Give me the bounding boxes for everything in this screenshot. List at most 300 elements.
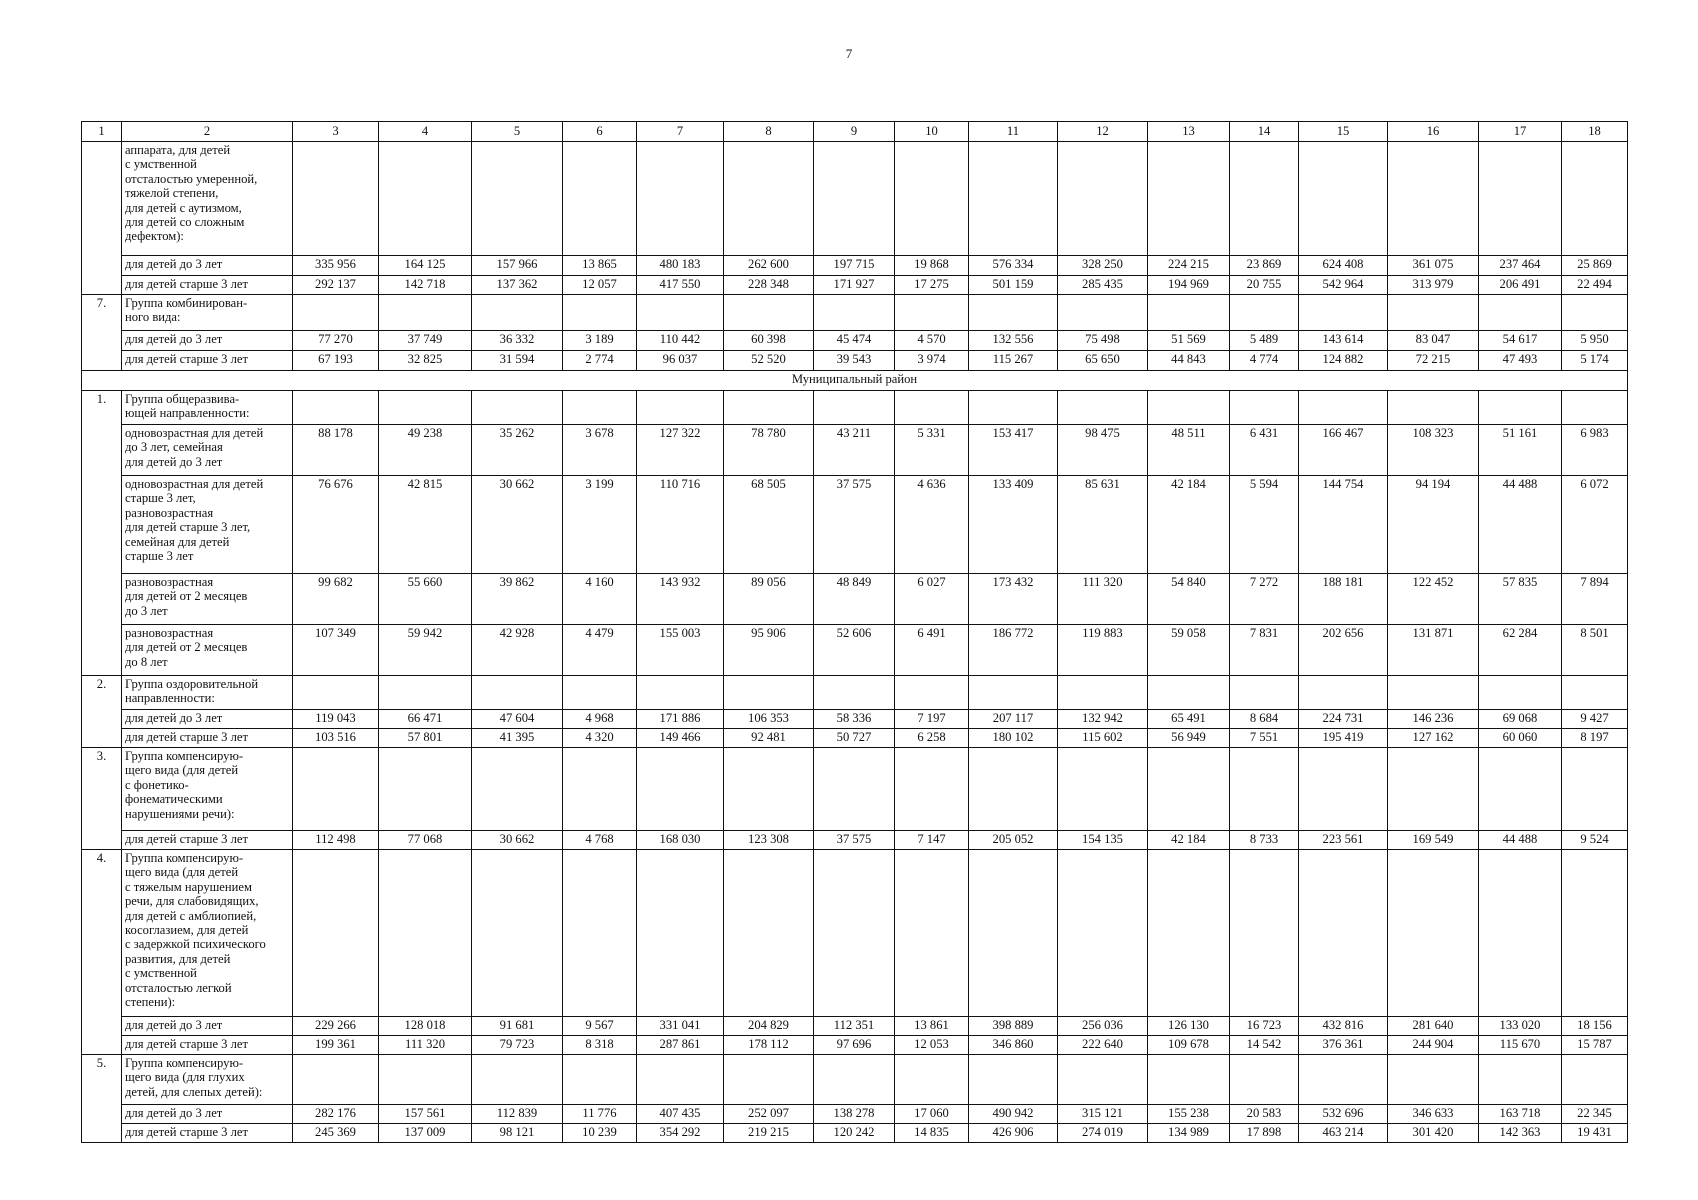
value-cell [472,850,563,1017]
value-cell [379,676,472,710]
value-cell: 59 942 [379,625,472,676]
column-number: 17 [1479,122,1562,142]
value-cell: 169 549 [1388,831,1479,850]
column-number: 8 [724,122,814,142]
value-cell [563,295,637,331]
value-cell: 60 060 [1479,729,1562,748]
row-index [82,831,122,850]
row-index [82,331,122,351]
table-body [82,122,1628,1143]
value-cell: 127 162 [1388,729,1479,748]
value-cell [1299,142,1388,256]
column-number: 7 [637,122,724,142]
value-cell: 95 906 [724,625,814,676]
value-cell [814,295,895,331]
value-cell: 12 057 [563,276,637,295]
value-cell: 37 575 [814,476,895,574]
value-cell: 166 467 [1299,425,1388,476]
value-cell: 354 292 [637,1124,724,1143]
value-cell: 361 075 [1388,256,1479,276]
value-cell: 143 932 [637,574,724,625]
value-cell [1058,1055,1148,1105]
value-cell: 19 868 [895,256,969,276]
row-index [82,142,122,256]
value-cell: 119 043 [293,710,379,729]
value-cell [293,1055,379,1105]
value-cell: 15 787 [1562,1036,1628,1055]
value-cell [1388,850,1479,1017]
value-cell [1299,748,1388,831]
value-cell: 122 452 [1388,574,1479,625]
value-cell: 7 894 [1562,574,1628,625]
row-label: для детей до 3 лет [122,256,293,276]
value-cell: 88 178 [293,425,379,476]
value-cell: 180 102 [969,729,1058,748]
value-cell [1562,295,1628,331]
value-cell: 108 323 [1388,425,1479,476]
value-cell [637,142,724,256]
table-row [82,574,1628,625]
value-cell: 6 027 [895,574,969,625]
value-cell: 6 491 [895,625,969,676]
value-cell: 115 670 [1479,1036,1562,1055]
value-cell [1562,142,1628,256]
value-cell: 133 409 [969,476,1058,574]
value-cell: 36 332 [472,331,563,351]
value-cell: 77 270 [293,331,379,351]
value-cell: 7 831 [1230,625,1299,676]
value-cell: 282 176 [293,1105,379,1124]
value-cell: 47 604 [472,710,563,729]
value-cell [472,142,563,256]
value-cell: 65 650 [1058,351,1148,371]
column-number: 14 [1230,122,1299,142]
value-cell: 112 839 [472,1105,563,1124]
value-cell [1388,1055,1479,1105]
value-cell: 157 561 [379,1105,472,1124]
value-cell: 30 662 [472,831,563,850]
value-cell: 9 427 [1562,710,1628,729]
value-cell: 42 928 [472,625,563,676]
value-cell [1230,295,1299,331]
value-cell [969,748,1058,831]
table-row [82,1017,1628,1036]
value-cell [814,142,895,256]
value-cell: 44 843 [1148,351,1230,371]
group-row [82,850,1628,1017]
value-cell: 111 320 [379,1036,472,1055]
value-cell [563,1055,637,1105]
value-cell: 127 322 [637,425,724,476]
value-cell: 10 239 [563,1124,637,1143]
value-cell: 7 147 [895,831,969,850]
value-cell: 5 489 [1230,331,1299,351]
value-cell [895,295,969,331]
value-cell: 3 199 [563,476,637,574]
row-label: одновозрастная для детей старше 3 лет, разновозрастная для детей старше 3 лет, семейная для детей старше 3 лет [122,476,293,574]
value-cell: 13 865 [563,256,637,276]
value-cell: 6 258 [895,729,969,748]
value-cell: 4 160 [563,574,637,625]
value-cell: 92 481 [724,729,814,748]
value-cell [293,391,379,425]
value-cell: 99 682 [293,574,379,625]
value-cell: 532 696 [1299,1105,1388,1124]
table-row [82,729,1628,748]
value-cell: 5 594 [1230,476,1299,574]
value-cell [814,1055,895,1105]
value-cell [563,748,637,831]
value-cell: 106 353 [724,710,814,729]
value-cell: 17 060 [895,1105,969,1124]
value-cell: 48 849 [814,574,895,625]
value-cell: 281 640 [1388,1017,1479,1036]
value-cell: 287 861 [637,1036,724,1055]
value-cell: 224 215 [1148,256,1230,276]
value-cell [1148,295,1230,331]
value-cell [379,1055,472,1105]
group-title: Группа компенсирую- щего вида (для детей с фонетико- фонематическими нарушениями речи): [122,748,293,831]
value-cell [1148,676,1230,710]
value-cell [1562,748,1628,831]
value-cell: 89 056 [724,574,814,625]
value-cell [724,850,814,1017]
value-cell: 42 815 [379,476,472,574]
value-cell: 96 037 [637,351,724,371]
value-cell [895,142,969,256]
column-number: 5 [472,122,563,142]
value-cell [472,391,563,425]
value-cell: 178 112 [724,1036,814,1055]
value-cell: 17 275 [895,276,969,295]
group-row [82,676,1628,710]
value-cell: 62 284 [1479,625,1562,676]
value-cell: 48 511 [1148,425,1230,476]
column-number: 18 [1562,122,1628,142]
value-cell: 223 561 [1299,831,1388,850]
value-cell [293,748,379,831]
value-cell [895,676,969,710]
value-cell: 67 193 [293,351,379,371]
value-cell: 407 435 [637,1105,724,1124]
value-cell: 137 009 [379,1124,472,1143]
header-row [82,122,1628,142]
value-cell [293,850,379,1017]
value-cell [724,295,814,331]
value-cell: 285 435 [1058,276,1148,295]
value-cell: 52 520 [724,351,814,371]
row-index [82,1124,122,1143]
value-cell [1148,391,1230,425]
value-cell: 228 348 [724,276,814,295]
value-cell: 59 058 [1148,625,1230,676]
value-cell [1299,391,1388,425]
value-cell: 23 869 [1230,256,1299,276]
value-cell: 32 825 [379,351,472,371]
value-cell: 8 197 [1562,729,1628,748]
value-cell [1562,391,1628,425]
value-cell [1058,748,1148,831]
value-cell: 4 479 [563,625,637,676]
value-cell: 256 036 [1058,1017,1148,1036]
value-cell [724,391,814,425]
value-cell [1299,850,1388,1017]
row-index [82,276,122,295]
value-cell: 173 432 [969,574,1058,625]
row-index [82,729,122,748]
row-index: 3. [82,748,122,831]
value-cell: 292 137 [293,276,379,295]
group-title: Группа общеразвива- ющей направленности: [122,391,293,425]
value-cell: 83 047 [1388,331,1479,351]
value-cell: 43 211 [814,425,895,476]
value-cell [814,850,895,1017]
row-label: одновозрастная для детей до 3 лет, семейная для детей до 3 лет [122,425,293,476]
value-cell: 8 684 [1230,710,1299,729]
value-cell: 199 361 [293,1036,379,1055]
value-cell: 274 019 [1058,1124,1148,1143]
value-cell: 3 189 [563,331,637,351]
value-cell: 346 633 [1388,1105,1479,1124]
value-cell [1562,676,1628,710]
value-cell: 112 351 [814,1017,895,1036]
value-cell: 8 733 [1230,831,1299,850]
value-cell: 109 678 [1148,1036,1230,1055]
column-number: 1 [82,122,122,142]
value-cell: 54 617 [1479,331,1562,351]
value-cell: 376 361 [1299,1036,1388,1055]
value-cell: 7 197 [895,710,969,729]
value-cell [1148,850,1230,1017]
row-index [82,710,122,729]
value-cell: 12 053 [895,1036,969,1055]
row-index: 2. [82,676,122,710]
value-cell [1479,850,1562,1017]
value-cell: 432 816 [1299,1017,1388,1036]
value-cell: 143 614 [1299,331,1388,351]
table-row [82,710,1628,729]
value-cell [1388,676,1479,710]
row-label: для детей старше 3 лет [122,1036,293,1055]
column-number: 9 [814,122,895,142]
value-cell: 171 927 [814,276,895,295]
value-cell: 58 336 [814,710,895,729]
value-cell: 51 161 [1479,425,1562,476]
value-cell: 3 678 [563,425,637,476]
row-label: для детей до 3 лет [122,710,293,729]
value-cell: 66 471 [379,710,472,729]
value-cell: 4 636 [895,476,969,574]
row-label: для детей старше 3 лет [122,1124,293,1143]
value-cell: 4 774 [1230,351,1299,371]
value-cell [293,142,379,256]
value-cell [293,676,379,710]
value-cell [814,748,895,831]
value-cell: 42 184 [1148,476,1230,574]
value-cell: 5 174 [1562,351,1628,371]
group-row [82,142,1628,256]
table-row [82,476,1628,574]
value-cell: 7 272 [1230,574,1299,625]
value-cell [1230,142,1299,256]
value-cell [969,295,1058,331]
value-cell: 244 904 [1388,1036,1479,1055]
value-cell: 97 696 [814,1036,895,1055]
value-cell [724,1055,814,1105]
value-cell: 142 718 [379,276,472,295]
row-index [82,574,122,625]
column-number: 10 [895,122,969,142]
value-cell: 123 308 [724,831,814,850]
value-cell [895,850,969,1017]
value-cell: 194 969 [1148,276,1230,295]
value-cell: 37 575 [814,831,895,850]
value-cell: 205 052 [969,831,1058,850]
value-cell: 9 524 [1562,831,1628,850]
row-label: разновозрастная для детей от 2 месяцев до 3 лет [122,574,293,625]
value-cell: 8 501 [1562,625,1628,676]
value-cell [1388,142,1479,256]
value-cell: 52 606 [814,625,895,676]
value-cell: 229 266 [293,1017,379,1036]
value-cell: 78 780 [724,425,814,476]
value-cell: 5 950 [1562,331,1628,351]
value-cell: 137 362 [472,276,563,295]
value-cell: 144 754 [1299,476,1388,574]
value-cell: 77 068 [379,831,472,850]
value-cell [1230,850,1299,1017]
value-cell: 142 363 [1479,1124,1562,1143]
value-cell: 57 801 [379,729,472,748]
value-cell: 111 320 [1058,574,1148,625]
column-number: 3 [293,122,379,142]
value-cell: 195 419 [1299,729,1388,748]
section-title: Муниципальный район [82,371,1628,391]
table-row [82,331,1628,351]
value-cell: 110 442 [637,331,724,351]
value-cell [1479,676,1562,710]
value-cell: 624 408 [1299,256,1388,276]
value-cell: 69 068 [1479,710,1562,729]
value-cell: 30 662 [472,476,563,574]
value-cell [1230,748,1299,831]
value-cell [563,676,637,710]
value-cell: 65 491 [1148,710,1230,729]
value-cell: 426 906 [969,1124,1058,1143]
value-cell [637,295,724,331]
value-cell [1388,295,1479,331]
value-cell: 103 516 [293,729,379,748]
column-number: 15 [1299,122,1388,142]
row-index [82,1017,122,1036]
value-cell [472,1055,563,1105]
value-cell [379,748,472,831]
value-cell [1479,748,1562,831]
row-label: для детей старше 3 лет [122,351,293,371]
value-cell: 219 215 [724,1124,814,1143]
value-cell: 56 949 [1148,729,1230,748]
value-cell [637,748,724,831]
value-cell: 463 214 [1299,1124,1388,1143]
value-cell: 576 334 [969,256,1058,276]
row-label: для детей старше 3 лет [122,276,293,295]
value-cell: 76 676 [293,476,379,574]
table-row [82,1105,1628,1124]
value-cell: 14 542 [1230,1036,1299,1055]
value-cell [969,1055,1058,1105]
value-cell: 262 600 [724,256,814,276]
value-cell [379,295,472,331]
column-number: 13 [1148,122,1230,142]
row-index: 5. [82,1055,122,1105]
value-cell: 112 498 [293,831,379,850]
value-cell: 542 964 [1299,276,1388,295]
value-cell: 110 716 [637,476,724,574]
value-cell: 19 431 [1562,1124,1628,1143]
value-cell [969,676,1058,710]
value-cell: 47 493 [1479,351,1562,371]
value-cell: 49 238 [379,425,472,476]
row-index [82,476,122,574]
value-cell: 132 556 [969,331,1058,351]
value-cell [969,142,1058,256]
value-cell: 188 181 [1299,574,1388,625]
table-row [82,625,1628,676]
value-cell [1479,1055,1562,1105]
value-cell: 4 570 [895,331,969,351]
value-cell: 335 956 [293,256,379,276]
row-index: 4. [82,850,122,1017]
value-cell: 5 331 [895,425,969,476]
value-cell: 417 550 [637,276,724,295]
row-index [82,1105,122,1124]
value-cell: 222 640 [1058,1036,1148,1055]
value-cell [472,748,563,831]
value-cell: 197 715 [814,256,895,276]
value-cell [1058,295,1148,331]
value-cell [379,850,472,1017]
value-cell: 133 020 [1479,1017,1562,1036]
value-cell [895,1055,969,1105]
value-cell [1562,1055,1628,1105]
value-cell: 207 117 [969,710,1058,729]
group-title: аппарата, для детей с умственной отсталостью умеренной, тяжелой степени, для детей с аутизмом, для детей со сложным дефектом): [122,142,293,256]
value-cell [895,391,969,425]
value-cell: 6 431 [1230,425,1299,476]
value-cell: 204 829 [724,1017,814,1036]
value-cell: 4 768 [563,831,637,850]
value-cell: 301 420 [1388,1124,1479,1143]
group-row [82,1055,1628,1105]
row-index [82,625,122,676]
value-cell: 155 238 [1148,1105,1230,1124]
row-label: для детей до 3 лет [122,331,293,351]
value-cell [1388,748,1479,831]
value-cell [1230,676,1299,710]
column-number: 2 [122,122,293,142]
value-cell: 155 003 [637,625,724,676]
value-cell: 146 236 [1388,710,1479,729]
row-index [82,256,122,276]
value-cell [563,391,637,425]
value-cell [1058,850,1148,1017]
row-index [82,351,122,371]
value-cell: 480 183 [637,256,724,276]
row-label: разновозрастная для детей от 2 месяцев до 8 лет [122,625,293,676]
value-cell: 68 505 [724,476,814,574]
value-cell: 163 718 [1479,1105,1562,1124]
value-cell: 13 861 [895,1017,969,1036]
